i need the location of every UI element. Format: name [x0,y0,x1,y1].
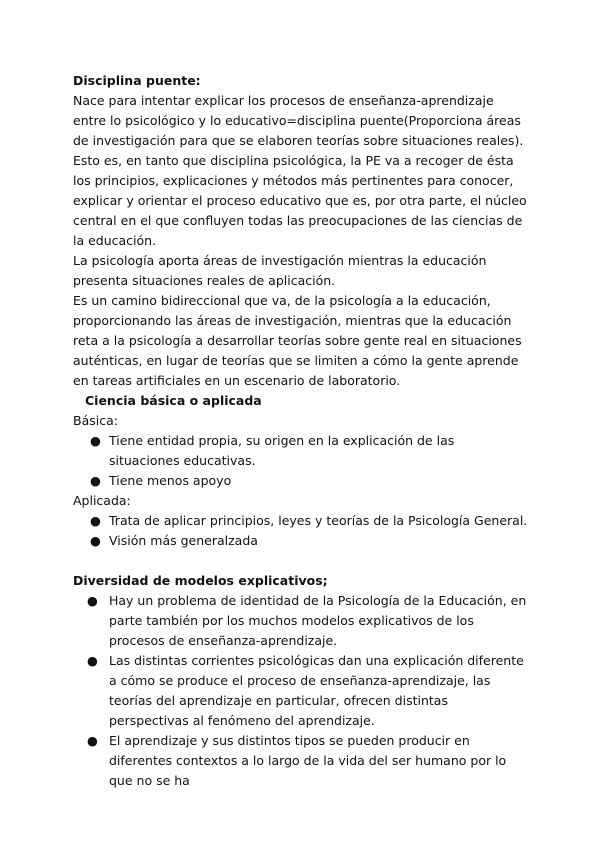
list-basica [73,431,528,491]
bullet-icon: ● [90,533,101,548]
list-aplicada [73,511,528,551]
list-item: ● El aprendizaje y sus distintos tipos se pueden producir en diferentes contextos a lo largo de la vida del ser humano por lo que no se ha [87,733,507,788]
bullet-icon: ● [90,513,101,528]
bullet-icon: ● [87,593,98,608]
bullet-icon: ● [87,653,98,668]
paragraph-aporta: La psicología aporta áreas de investigación mientras la educación presenta situaciones reales de aplicación. [73,253,487,288]
spacer [73,551,528,571]
list-item: ● Trata de aplicar principios, leyes y teorías de la Psicología General. [73,511,528,531]
paragraph-nace: Nace para intentar explicar los procesos de enseñanza-aprendizaje entre lo psicológico y lo educativo=disciplina puente(Proporciona áreas de investigación para que se elaboren teorías sobre situaciones reales). Esto es, en tanto que disciplina psicológica, la PE va a recoger de ésta los principios, explicaciones y métodos más pertinentes para conocer, explicar y orientar el proceso educativo que es, por otra parte, el núcleo central en el que confluyen todas las preocupaciones de las ciencias de la educación. [73,93,527,248]
list-item: ● Tiene menos apoyo [73,471,528,491]
section-heading-ciencia: Ciencia básica o aplicada [85,393,262,408]
bullet-icon: ● [87,733,98,748]
list-item: ● Tiene entidad propia, su origen en la explicación de las situaciones educativas. [90,433,455,468]
paragraph-bidireccional: Es un camino bidireccional que va, de la psicología a la educación, proporcionando las áreas de investigación, mientras que la educación reta a la psicología a desarrollar teorías sobre gente real en situaciones auténticas, en lugar de teorías que se limiten a cómo la gente aprende en tareas artificiales en un escenario de laboratorio. [73,293,522,388]
list-item: ● Las distintas corrientes psicológicas dan una explicación diferente a cómo se produce el proceso de enseñanza-aprendizaje, las teorías del aprendizaje en particular, ofrecen distintas perspectivas al fenómeno del aprendizaje. [87,653,524,728]
section-heading-disciplina-puente: Disciplina puente: [73,73,201,88]
list-item: ● Visión más generalzada [73,531,528,551]
bullet-icon: ● [90,473,101,488]
label-basica: Básica: [73,413,118,428]
document-body [73,71,528,791]
list-item: ● Hay un problema de identidad de la Psicología de la Educación, en parte también por los muchos modelos explicativos de los procesos de enseñanza-aprendizaje. [87,593,527,648]
bullet-icon: ● [90,433,101,448]
label-aplicada: Aplicada: [73,493,131,508]
list-diversidad [73,591,528,791]
section-heading-diversidad: Diversidad de modelos explicativos; [73,573,328,588]
